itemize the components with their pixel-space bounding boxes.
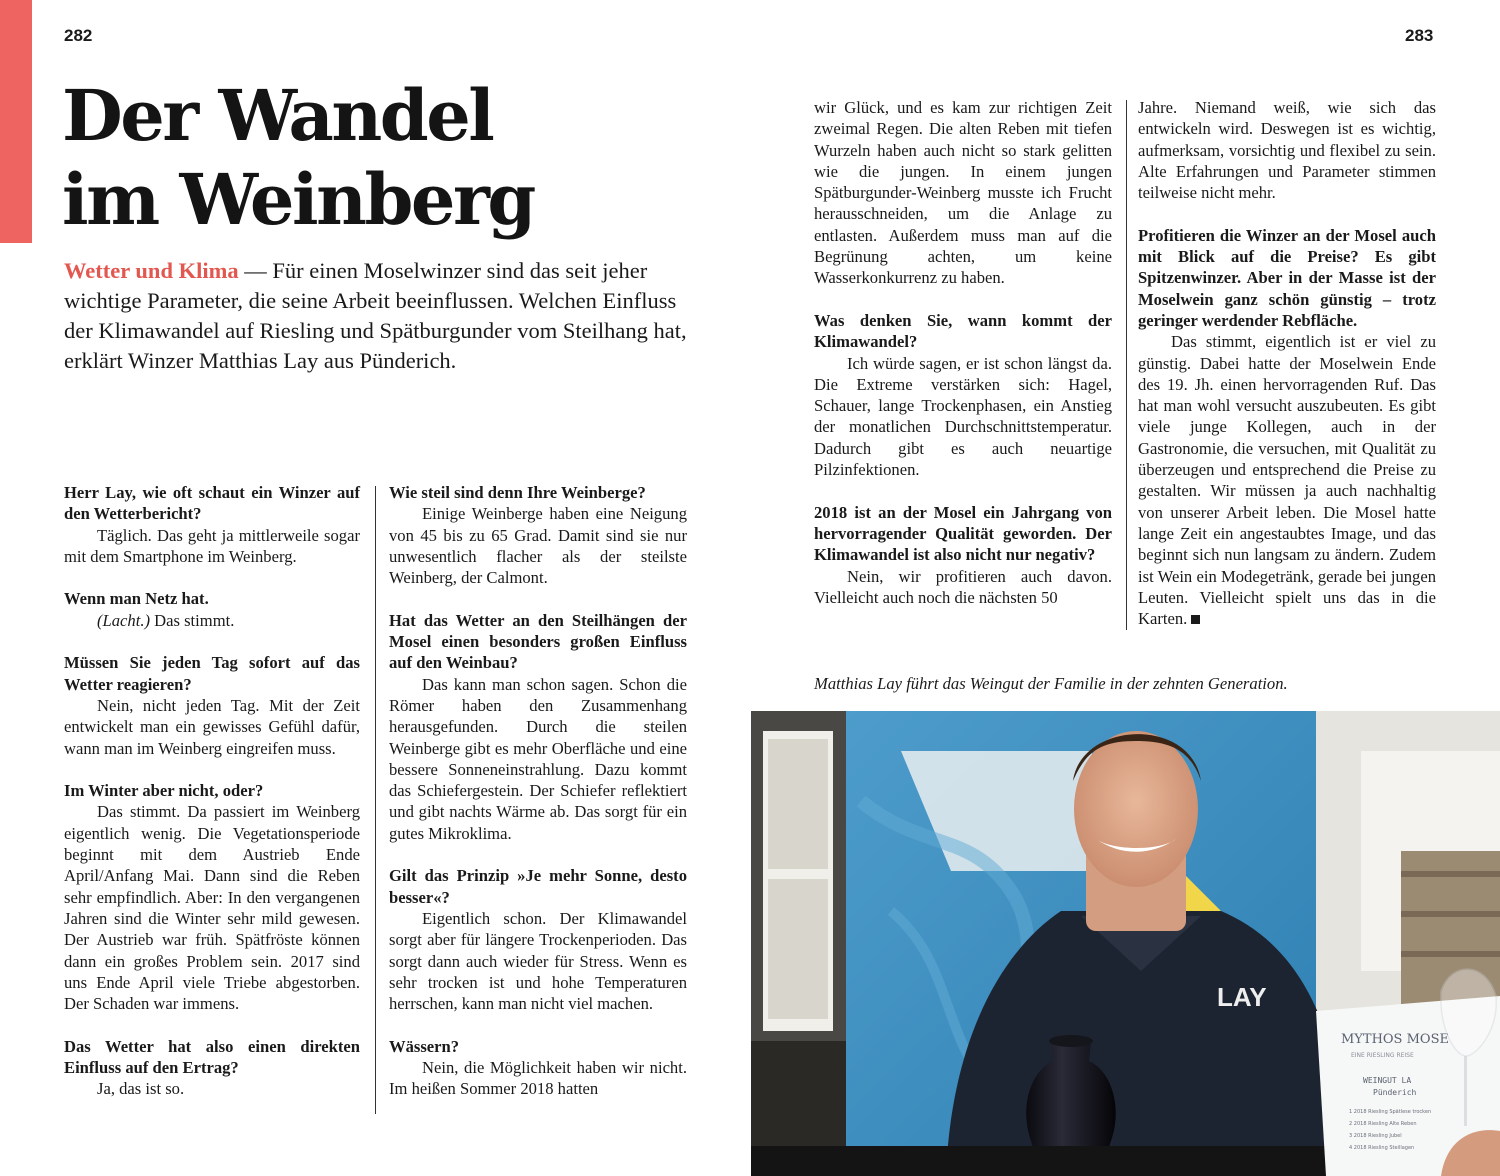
question: Das Wetter hat also einen direkten Einfluss auf den Ertrag? [64, 1036, 360, 1078]
answer [64, 610, 360, 631]
portrait-photo [751, 711, 1500, 1176]
menu-place: Pünderich [1373, 1088, 1417, 1097]
menu-item: 3 2018 Riesling Jubel [1349, 1133, 1402, 1139]
question: Was denken Sie, wann kommt der Klimawandel? [814, 310, 1112, 352]
headline [62, 74, 534, 242]
question: Hat das Wetter an den Steilhängen der Mosel einen besonders großen Einfluss auf den Weinbau? [389, 610, 687, 673]
question: Wässern? [389, 1036, 460, 1056]
question: 2018 ist an der Mosel ein Jahrgang von hervorragender Qualität geworden. Der Klimawandel ist also nicht nur negativ? [814, 502, 1112, 565]
accent-bar [0, 0, 32, 243]
answer [1138, 331, 1436, 629]
article-column-4 [1138, 97, 1436, 629]
page-number-left: 282 [64, 26, 93, 45]
photo-caption: Matthias Lay führt das Weingut der Familie in der zehnten Generation. [814, 674, 1288, 693]
answer: Ja, das ist so. [97, 1079, 185, 1099]
answer: Einige Weinberge haben eine Neigung von 45 bis zu 65 Grad. Damit sind sie nur unwesentlich flacher als der steilste Weinberg, der Calmont. [389, 504, 687, 588]
answer: Das kann man schon sagen. Schon die Römer haben den Zusammenhang herausgefunden. Durch die steilen Weinberge gibt es mehr Oberfläche und eine bessere Sonneneinstrahlung. Dazu kommt das Schiefergestein. Der Schiefer reflektiert und gibt nachts Wärme ab. Das sorgt für ein gutes Mikroklima. [389, 674, 687, 843]
question: Müssen Sie jeden Tag sofort auf das Wetter reagieren? [64, 653, 360, 694]
answer: Nein, wir profitieren auch davon. Vielleicht auch noch die nächsten 50 [814, 566, 1112, 607]
answer: Eigentlich schon. Der Klimawandel sorgt aber für längere Trockenperioden. Das sorgt dann auch wieder für Stress. Wenn es sehr trocken ist und hohe Temperaturen herrschen, kann man nicht viel machen. [389, 908, 687, 1014]
menu-item: 4 2018 Riesling Steillagen [1349, 1145, 1415, 1151]
question: Herr Lay, wie oft schaut ein Winzer auf den Wetterbericht? [64, 483, 360, 524]
page-number-right: 283 [1405, 26, 1434, 45]
menu-item: 1 2018 Riesling Spätlese trocken [1349, 1109, 1432, 1115]
question: Wie steil sind denn Ihre Weinberge? [389, 483, 646, 502]
intro-text: — Für einen Moselwinzer sind das seit jeher wichtige Parameter, die seine Arbeit beeinflussen. Welchen Einfluss der Klimawandel auf Riesling und Spätburgunder vom Steilhang hat, erklärt Winzer Matthias Lay aus Pünderich. [64, 258, 687, 373]
menu-item: 2 2018 Riesling Alte Reben [1349, 1121, 1417, 1127]
headline-line-2: im Weinberg [62, 158, 534, 241]
headline-line-1: Der Wandel [62, 74, 493, 157]
end-mark-icon [1191, 615, 1200, 624]
answer: Nein, nicht jeden Tag. Mit der Zeit entwickelt man ein gewisses Gefühl dafür, wann man im Weinberg eingreifen muss. [64, 695, 360, 758]
answer: Das stimmt. Da passiert im Weinberg eigentlich wenig. Die Vegetationsperiode beginnt mit dem Austrieb Ende April/Anfang Mai. Dann sind die Reben sehr empfindlich. Aber: In den vergangenen Jahren sind die Winter sehr mild gewesen. Der Austrieb war früh. Spätfröste können dann ein großes Problem sein. 2017 sind uns Ende April viele Triebe abgestorben. Der Schaden war immens. [64, 802, 360, 1014]
answer: Täglich. Das geht ja mittlerweile sogar mit dem Smartphone im Weinberg. [64, 525, 360, 566]
article-column-2 [389, 482, 687, 1100]
intro-kicker: Wetter und Klima [64, 258, 239, 283]
answer: Nein, die Möglichkeit haben wir nicht. Im heißen Sommer 2018 hatten [389, 1058, 687, 1099]
shirt-logo: LAY [1217, 982, 1267, 1012]
answer-text: Das stimmt, eigentlich ist er viel zu günstig. Dabei hatte der Moselwein Ende des 19. Jh. einen hervorragenden Ruf. Das hat man wohl versucht auszubeuten. Es gibt viele junge Kollegen, auch in der Gastronomie, die versuchen, mit Qualität zu überzeugen und entsprechend die Preise zu gestalten. Wir müssen ja auch nachhaltig von unserer Arbeit leben. Die Mosel hatte lange Zeit ein angestaubtes Image, und das beginnt sich nun langsam zu ändern. Zudem ist Wein ein Modegetränk, gerade bei jungen Leuten. Vielleicht spielt uns das in die Karten. [1138, 332, 1436, 629]
menu-brand: MYTHOS MOSE [1341, 1032, 1449, 1047]
question: Gilt das Prinzip »Je mehr Sonne, desto besser«? [389, 866, 687, 907]
article-column-1 [64, 482, 360, 1100]
answer-continued: Jahre. Niemand weiß, wie sich das entwickeln wird. Deswegen ist es wichtig, aufmerksam, vorsichtig und flexibel zu sein. Alte Erfahrungen und Parameter stimmen teilweise nicht mehr. [1138, 98, 1436, 203]
menu-winery: WEINGUT LA [1363, 1076, 1412, 1085]
article-column-3 [814, 97, 1112, 608]
answer: Ich würde sagen, er ist schon längst da. Die Extreme verstärken sich: Hagel, Schauer, lange Trockenphasen, ein Anstieg der monatlichen Durchschnittstemperatur. Dadurch gibt es auch neuartige Pilzinfektionen. [814, 353, 1112, 480]
answer-continued: wir Glück, und es kam zur richtigen Zeit zweimal Regen. Die alten Reben mit tiefen Wurzeln haben auch nicht so stark gelitten wie die jungen. In einem jungen Spätburgunder-Weinberg musste ich Frucht herausschneiden, um die Anlage zu entlasten. Außerdem muss man auf die Begrünung achten, um keine Wasserkonkurrenz zu haben. [814, 98, 1112, 288]
answer-italic: (Lacht.) [97, 610, 150, 630]
question: Profitieren die Winzer an der Mosel auch mit Blick auf die Preise? Es gibt Spitzenwinzer. Aber in der Masse ist der Moselwein ganz schön günstig – trotz geringer werdender Rebfläche. [1138, 225, 1436, 330]
column-divider [375, 486, 376, 1114]
column-divider [1126, 100, 1127, 630]
answer-text: Das stimmt. [150, 610, 235, 630]
intro-paragraph [64, 256, 704, 376]
question: Wenn man Netz hat. [64, 589, 209, 609]
menu-subtitle: EINE RIESLING REISE [1351, 1052, 1414, 1059]
question: Im Winter aber nicht, oder? [64, 781, 264, 801]
portrait-photo-illustration [751, 711, 1500, 1176]
